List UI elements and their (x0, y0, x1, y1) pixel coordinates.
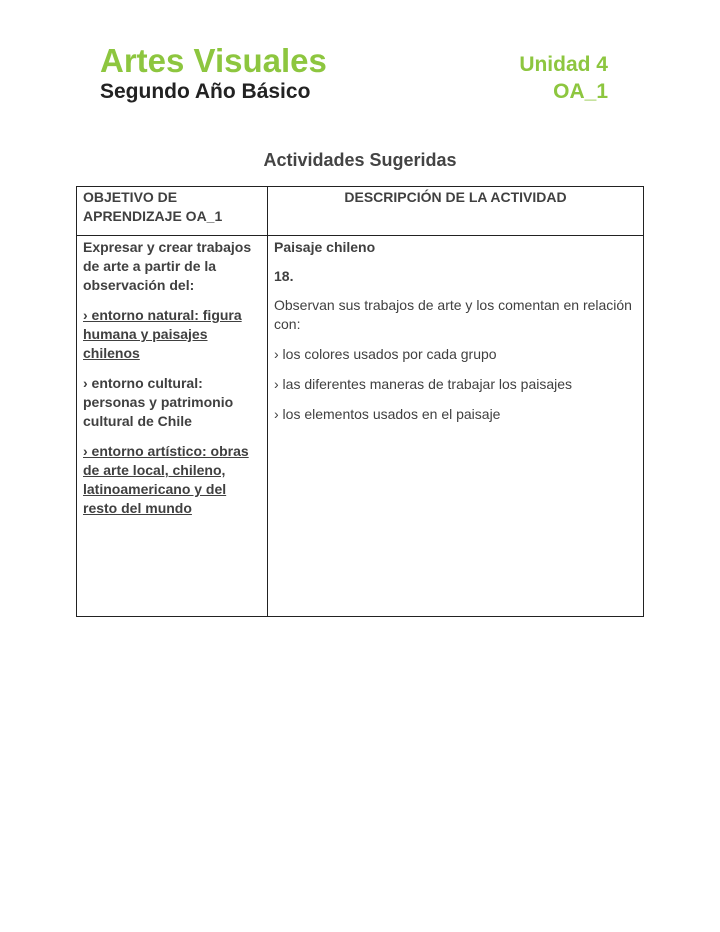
subject-title: Artes Visuales (100, 42, 327, 79)
activity-cell (268, 236, 644, 617)
unit-label: Unidad 4 (519, 53, 608, 76)
section-title: Actividades Sugeridas (263, 150, 457, 170)
objective-item-artistic: › entorno artístico: obras de arte local, chileno, latinoamericano y del resto del mundo (83, 443, 249, 516)
oa-code: OA_1 (553, 80, 608, 103)
description-column-header: DESCRIPCIÓN DE LA ACTIVIDAD (268, 187, 644, 236)
activity-bullet-elements: › los elementos usados en el paisaje (274, 406, 501, 422)
objective-cell (77, 236, 268, 617)
activity-bullet-techniques: › las diferentes maneras de trabajar los paisajes (274, 376, 573, 392)
activity-title: Paisaje chileno (274, 239, 376, 255)
activity-number: 18. (274, 268, 294, 284)
objective-item-natural: › entorno natural: figura humana y paisajes chilenos (83, 307, 242, 361)
activity-bullet-colors: › los colores usados por cada grupo (274, 346, 497, 362)
table-header-row (77, 187, 644, 236)
objective-item-cultural: › entorno cultural: personas y patrimonio cultural de Chile (83, 375, 234, 429)
activity-table (76, 186, 644, 617)
activity-description: Observan sus trabajos de arte y los comentan en relación con: (274, 297, 632, 332)
grade-level: Segundo Año Básico (100, 80, 311, 103)
objective-intro: Expresar y crear trabajos de arte a partir de la observación del: (83, 239, 252, 293)
table-row (77, 236, 644, 617)
objective-column-header: OBJETIVO DE APRENDIZAJE OA_1 (77, 187, 268, 236)
